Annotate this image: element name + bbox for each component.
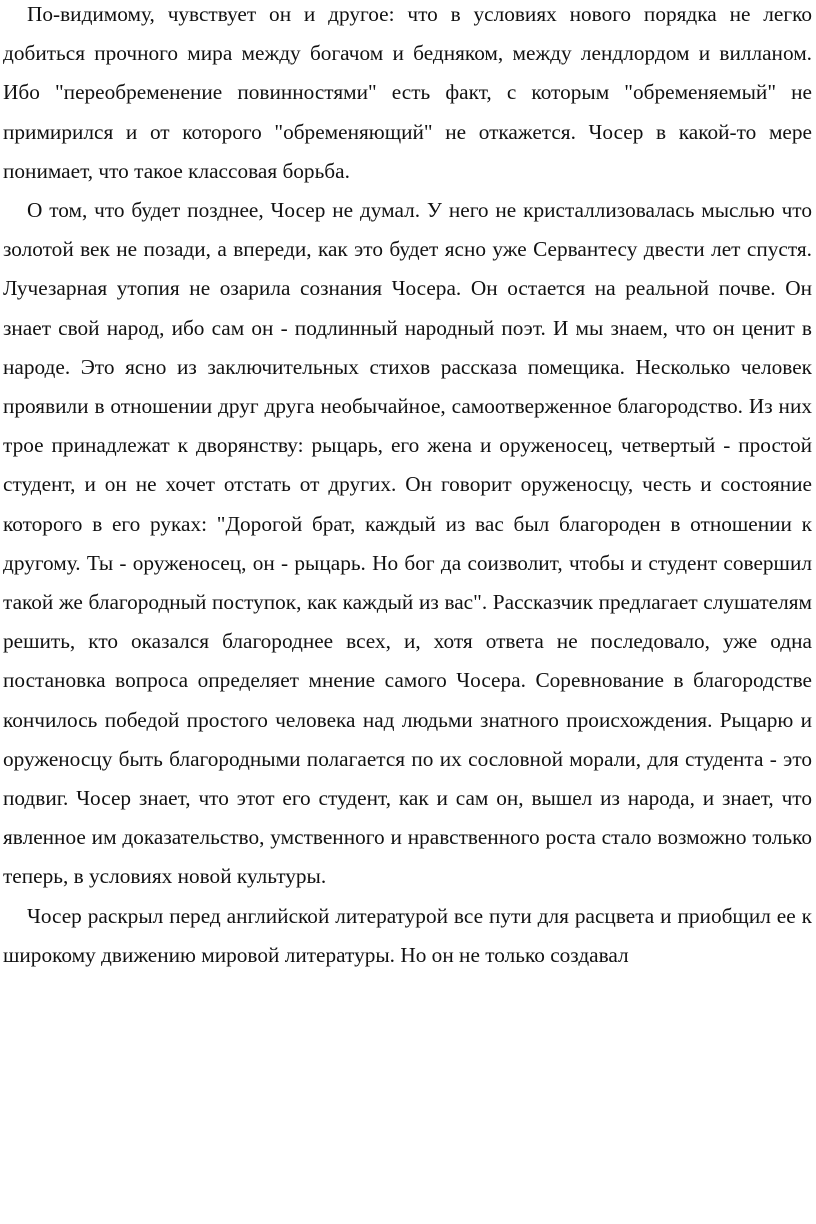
paragraph-class-struggle: По-видимому, чувствует он и другое: что в условиях нового порядка не легко добиться прочного мира между богачом и бедняком, между лендлордом и вилланом. Ибо "переобременение повинностями" есть факт, с которым "обременяемый" не примирился и от которого "обременяющий" не откажется. Чосер в какой-то мере понимает, что такое классовая борьба. bbox=[3, 2, 812, 183]
paragraph-english-literature: Чосер раскрыл перед английской литературой все пути для расцвета и приобщил ее к широкому движению мировой литературы. Но он не только создавал bbox=[3, 903, 812, 967]
paragraph-student-nobility: О том, что будет позднее, Чосер не думал. У него не кристаллизовалась мыслью что золотой век не позади, а впереди, как это будет ясно уже Сервантесу двести лет спустя. Лучезарная утопия не озарила сознания Чосера. Он остается на реальной почве. Он знает свой народ, ибо сам он - подлинный народный поэт. И мы знаем, что он ценит в народе. Это ясно из заключительных стихов рассказа помещика. Несколько человек проявили в отношении друг друга необычайное, самоотверженное благородство. Из них трое принадлежат к дворянству: рыцарь, его жена и оруженосец, четвертый - простой студент, и он не хочет отстать от других. Он говорит оруженосцу, честь и состояние которого в его руках: "Дорогой брат, каждый из вас был благороден в отношении к другому. Ты - оруженосец, он - рыцарь. Но бог да соизволит, чтобы и студент совершил такой же благородный поступок, как каждый из вас". Рассказчик предлагает слушателям решить, кто оказался благороднее всех, и, хотя ответа не последовало, уже одна постановка вопроса определяет мнение самого Чосера. Соревнование в благородстве кончилось победой простого человека над людьми знатного происхождения. Рыцарю и оруженосцу быть благородными полагается по их сословной морали, для студента - это подвиг. Чосер знает, что этот его студент, как и сам он, вышел из народа, и знает, что явленное им доказательство, умственного и нравственного роста стало возможно только теперь, в условиях новой культуры. bbox=[3, 198, 812, 889]
